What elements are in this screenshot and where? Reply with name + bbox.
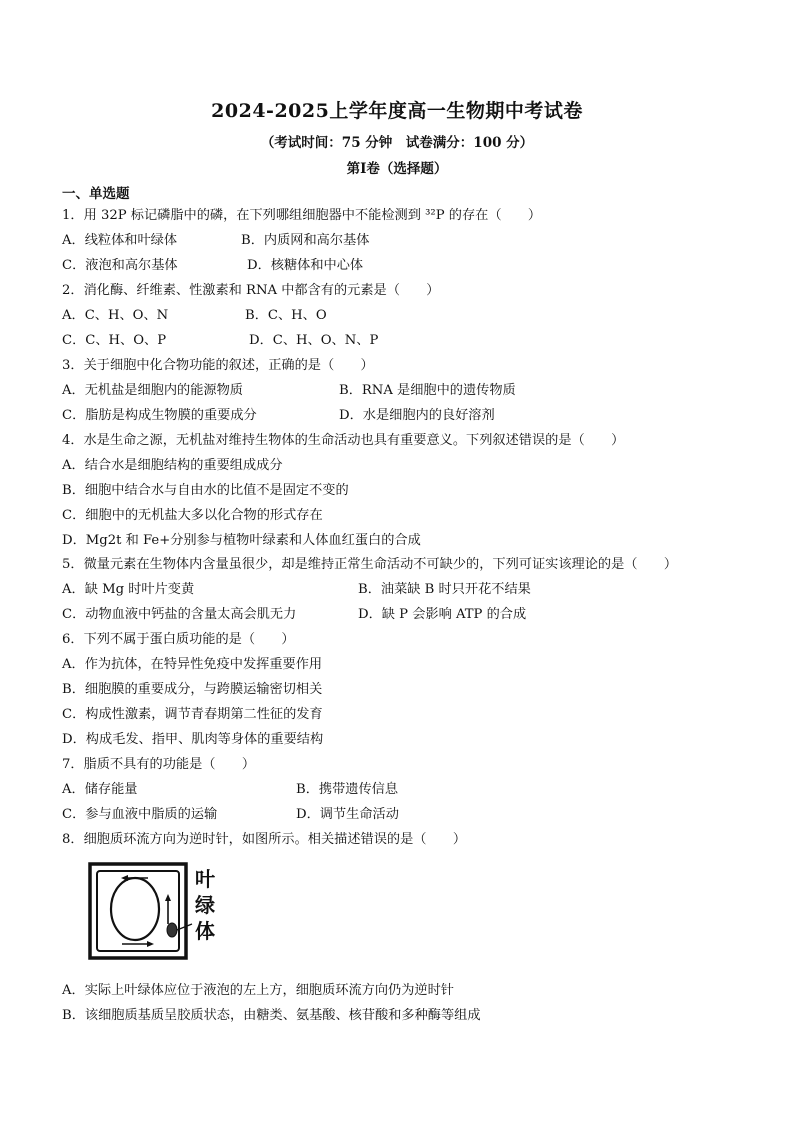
- question-8-stem: 8．细胞质环流方向为逆时针，如图所示。相关描述错误的是（ ）: [62, 832, 467, 847]
- question-4-stem: 4．水是生命之源，无机盐对维持生物体的生命活动也具有重要意义。下列叙述错误的是（ ）: [62, 433, 625, 448]
- volume-heading: 第Ⅰ卷（选择题）: [346, 161, 448, 177]
- question-4-option-a[interactable]: A．结合水是细胞结构的重要组成成分: [62, 458, 283, 473]
- section-heading: 一、单选题: [62, 186, 130, 202]
- question-5-option-b[interactable]: B．油菜缺 B 时只开花不结果: [358, 582, 531, 597]
- question-2-stem: 2．消化酶、纤维素、性激素和 RNA 中都含有的元素是（ ）: [62, 283, 440, 298]
- question-6-option-c[interactable]: C．构成性激素，调节青春期第二性征的发育: [62, 707, 323, 722]
- question-5-option-a[interactable]: A．缺 Mg 时叶片变黄: [62, 582, 195, 597]
- question-1-option-d[interactable]: D．核糖体和中心体: [247, 258, 364, 273]
- question-4-option-b[interactable]: B．细胞中结合水与自由水的比值不是固定不变的: [62, 483, 349, 498]
- question-5-option-d[interactable]: D．缺 P 会影响 ATP 的合成: [358, 607, 527, 622]
- question-1-option-b[interactable]: B．内质网和高尔基体: [241, 233, 370, 248]
- question-7-option-d[interactable]: D．调节生命活动: [296, 807, 399, 822]
- question-1-stem: 1．用 32P 标记磷脂中的磷，在下列哪组细胞器中不能检测到 ³²P 的存在（ ）: [62, 208, 542, 223]
- vacuole: [111, 878, 159, 940]
- question-5-option-c[interactable]: C．动物血液中钙盐的含量太高会肌无力: [62, 607, 297, 622]
- question-7-option-a[interactable]: A．储存能量: [62, 782, 138, 797]
- question-3-option-c[interactable]: C．脂肪是构成生物膜的重要成分: [62, 408, 257, 423]
- question-6-option-d[interactable]: D．构成毛发、指甲、肌肉等身体的重要结构: [62, 732, 324, 747]
- question-3-stem: 3．关于细胞中化合物功能的叙述，正确的是（ ）: [62, 358, 374, 373]
- question-5-stem: 5．微量元素在生物体内含量虽很少，却是维持正常生命活动不可缺少的，下列可证实该理论的是（ ）: [62, 557, 678, 572]
- question-3-option-a[interactable]: A．无机盐是细胞内的能源物质: [62, 383, 243, 398]
- exam-subtitle: （考试时间：75 分钟 试卷满分：100 分）: [260, 135, 534, 151]
- question-6-option-b[interactable]: B．细胞膜的重要成分，与跨膜运输密切相关: [62, 682, 323, 697]
- chloroplast-label: 叶绿体: [195, 867, 215, 943]
- question-1-option-c[interactable]: C．液泡和高尔基体: [62, 258, 178, 273]
- question-3-option-d[interactable]: D．水是细胞内的良好溶剂: [339, 408, 495, 423]
- question-6-stem: 6．下列不属于蛋白质功能的是（ ）: [62, 632, 295, 647]
- exam-title: 2024-2025上学年度高一生物期中考试卷: [211, 100, 583, 122]
- question-8-option-b[interactable]: B．该细胞质基质呈胶质状态，由糖类、氨基酸、核苷酸和多种酶等组成: [62, 1008, 481, 1023]
- question-2-option-a[interactable]: A．C、H、O、N: [62, 308, 169, 323]
- question-2-option-b[interactable]: B．C、H、O: [245, 308, 327, 323]
- question-1-option-a[interactable]: A．线粒体和叶绿体: [62, 233, 178, 248]
- cell-streaming-figure: [88, 862, 224, 962]
- chloroplast: [167, 923, 177, 937]
- question-3-option-b[interactable]: B．RNA 是细胞中的遗传物质: [339, 383, 516, 398]
- arrow-right-head: [165, 894, 171, 901]
- arrow-bottom-head: [147, 941, 154, 947]
- question-7-option-c[interactable]: C．参与血液中脂质的运输: [62, 807, 218, 822]
- question-8-option-a[interactable]: A．实际上叶绿体应位于液泡的左上方，细胞质环流方向仍为逆时针: [62, 983, 454, 998]
- question-4-option-d[interactable]: D．Mg2t 和 Fe+分别参与植物叶绿素和人体血红蛋白的合成: [62, 533, 421, 548]
- question-4-option-c[interactable]: C．细胞中的无机盐大多以化合物的形式存在: [62, 508, 323, 523]
- question-6-option-a[interactable]: A．作为抗体，在特异性免疫中发挥重要作用: [62, 657, 323, 672]
- question-7-option-b[interactable]: B．携带遗传信息: [296, 782, 399, 797]
- question-7-stem: 7．脂质不具有的功能是（ ）: [62, 757, 256, 772]
- question-2-option-d[interactable]: D．C、H、O、N、P: [249, 333, 379, 348]
- question-2-option-c[interactable]: C．C、H、O、P: [62, 333, 167, 348]
